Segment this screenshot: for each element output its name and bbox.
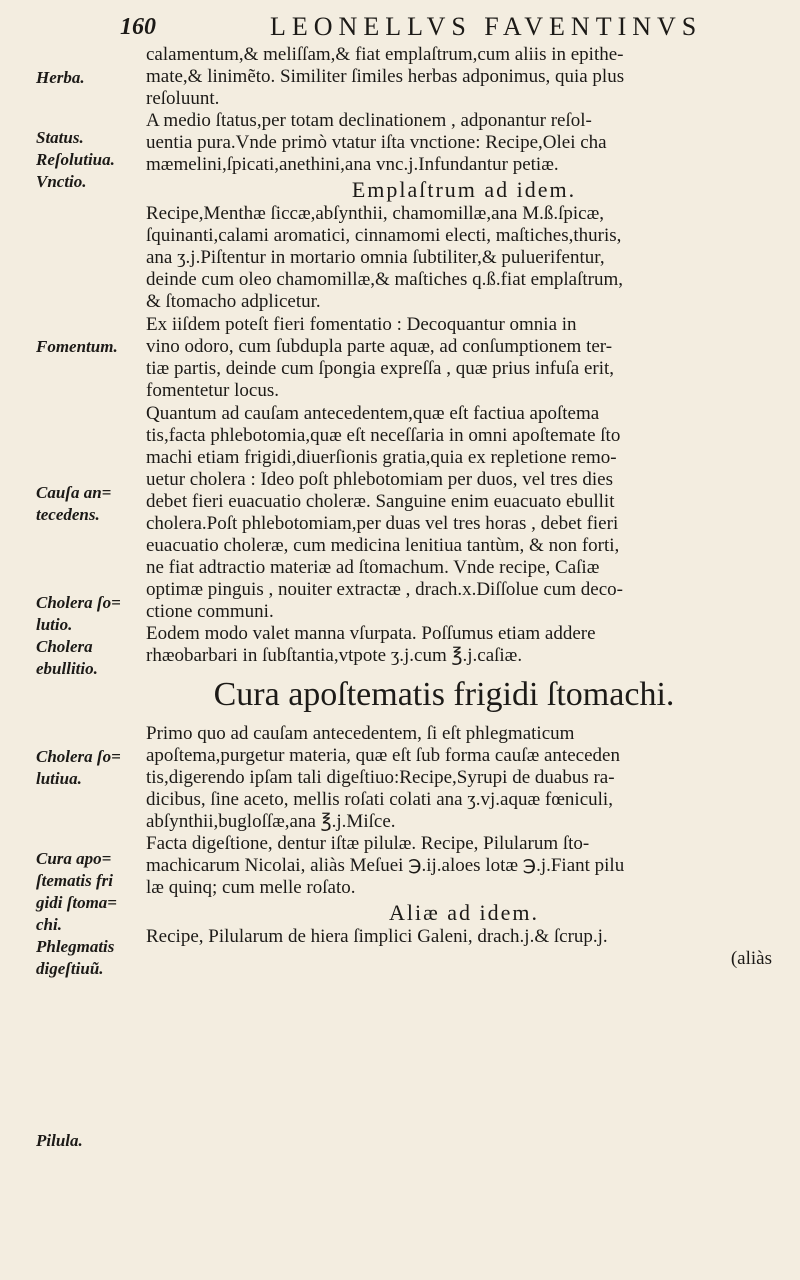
text-line: optimæ pinguis , nouiter extractæ , drach.x.Diſſolue cum deco- bbox=[146, 579, 624, 600]
text-line: Facta digeſtione, dentur iſtæ pilulæ. Recipe, Pilularum ſto- bbox=[146, 833, 590, 854]
text-line: euacuatio choleræ, cum medicina lenitiua tantùm, & non forti, bbox=[146, 535, 620, 556]
text-line: machi etiam frigidi,diuerſionis gratia,quia ex repletione remo- bbox=[146, 447, 617, 468]
margin-note-cura: Cura apo= ſtematis fri gidi ſtoma= chi. Phlegmatis digeſtiuũ. bbox=[36, 849, 117, 978]
text-line: tis,facta phlebotomia,quæ eſt neceſſaria in omni apoſtemate ſto bbox=[146, 425, 621, 446]
section-heading: Aliæ ad idem. bbox=[388, 900, 540, 925]
text-line: tis,digerendo ipſam tali digeſtiuo:Recipe,Syrupi de duabus ra- bbox=[146, 767, 615, 788]
text-line: reſoluunt. bbox=[146, 88, 220, 109]
text-line: vino odoro, cum ſubdupla parte aquæ, ad conſumptionem ter- bbox=[146, 336, 613, 357]
text-line: debet fieri euacuatio choleræ. Sanguine enim euacuato ebullit bbox=[146, 491, 615, 512]
text-line: Primo quo ad cauſam antecedentem, ſi eſt phlegmaticum bbox=[146, 723, 575, 744]
margin-note-fomentum: Fomentum. bbox=[36, 337, 118, 356]
chapter-heading: Cura apoſtematis frigidi ſtomachi. bbox=[213, 676, 675, 713]
text-line: Eodem modo valet manna vſurpata. Poſſumus etiam addere bbox=[146, 623, 596, 644]
main-text-block bbox=[146, 44, 782, 970]
running-header bbox=[40, 8, 780, 48]
text-line: mæmelini,ſpicati,anethini,ana vnc.j.Infundantur petiæ. bbox=[146, 154, 559, 175]
text-line: Recipe, Pilularum de hiera ſimplici Galeni, drach.j.& ſcrup.j. bbox=[146, 926, 608, 947]
text-line: dicibus, ſine aceto, mellis roſati colati ana ʒ.vj.aquæ fœniculi, bbox=[146, 789, 613, 810]
text-line: abſynthii,bugloſſæ,ana ℥.j.Miſce. bbox=[146, 811, 396, 832]
text-line: Ex iiſdem poteſt fieri fomentatio : Decoquantur omnia in bbox=[146, 314, 577, 335]
text-line: mate,& linimẽto. Similiter ſimiles herbas adponimus, quia plus bbox=[146, 66, 625, 87]
text-line: Quantum ad cauſam antecedentem,quæ eſt factiua apoſtema bbox=[146, 403, 600, 424]
catchword: (aliàs bbox=[730, 948, 772, 969]
text-line: rhæobarbari in ſubſtantia,vtpote ʒ.j.cum ℥.j.caſiæ. bbox=[146, 645, 523, 666]
text-line: cholera.Poſt phlebotomiam,per duas vel tres horas , debet fieri bbox=[146, 513, 619, 534]
margin-note-causa-antecedens: Cauſa an= tecedens. bbox=[36, 483, 112, 524]
text-line: Recipe,Menthæ ſiccæ,abſynthii, chamomillæ,ana M.ß.ſpicæ, bbox=[146, 203, 605, 224]
margin-note-herba: Herba. bbox=[36, 68, 85, 87]
margin-note-pilula: Pilula. bbox=[36, 1131, 83, 1150]
text-line: machicarum Nicolai, aliàs Meſuei ℈.ij.aloes lotæ ℈.j.Fiant pilu bbox=[146, 855, 625, 876]
page-number: 160 bbox=[120, 14, 156, 40]
running-title: LEONELLVS FAVENTINVS bbox=[270, 12, 703, 41]
margin-note-cholera-solutio: Cholera ſo= lutio. Cholera ebullitio. bbox=[36, 593, 121, 678]
text-line: calamentum,& meliſſam,& fiat emplaſtrum,cum aliis in epithe- bbox=[146, 44, 624, 65]
text-line: ne fiat adtractio materiæ ad ſtomachum. Vnde recipe, Caſiæ bbox=[146, 557, 600, 578]
text-line: fomentetur locus. bbox=[146, 380, 279, 401]
section-heading: Emplaſtrum ad idem. bbox=[351, 177, 577, 202]
text-line: ſquinanti,calami aromatici, cinnamomi electi, maſtiches,thuris, bbox=[146, 225, 622, 246]
text-line: ana ʒ.j.Piſtentur in mortario omnia ſubtiliter,& puluerifentur, bbox=[146, 247, 605, 268]
text-line: deinde cum oleo chamomillæ,& maſtiches q.ß.fiat emplaſtrum, bbox=[146, 269, 623, 290]
margin-note-cholera-solutiua: Cholera ſo= lutiua. bbox=[36, 747, 121, 788]
text-line: ctione communi. bbox=[146, 601, 274, 622]
text-line: A medio ſtatus,per totam declinationem , adponantur reſol- bbox=[146, 110, 592, 131]
text-line: apoſtema,purgetur materia, quæ eſt ſub forma cauſæ anteceden bbox=[146, 745, 620, 766]
text-line: tiæ partis, deinde cum ſpongia expreſſa , quæ prius infuſa erit, bbox=[146, 358, 615, 379]
text-line: uetur cholera : Ideo poſt phlebotomiam per duos, vel tres dies bbox=[146, 469, 613, 490]
text-line: uentia pura.Vnde primò vtatur iſta vnctione: Recipe,Olei cha bbox=[146, 132, 607, 153]
margin-note-status: Status. Reſolutiua. Vnctio. bbox=[36, 128, 115, 191]
text-line: & ſtomacho adplicetur. bbox=[146, 291, 321, 312]
text-line: læ quinq; cum melle roſato. bbox=[146, 877, 356, 898]
